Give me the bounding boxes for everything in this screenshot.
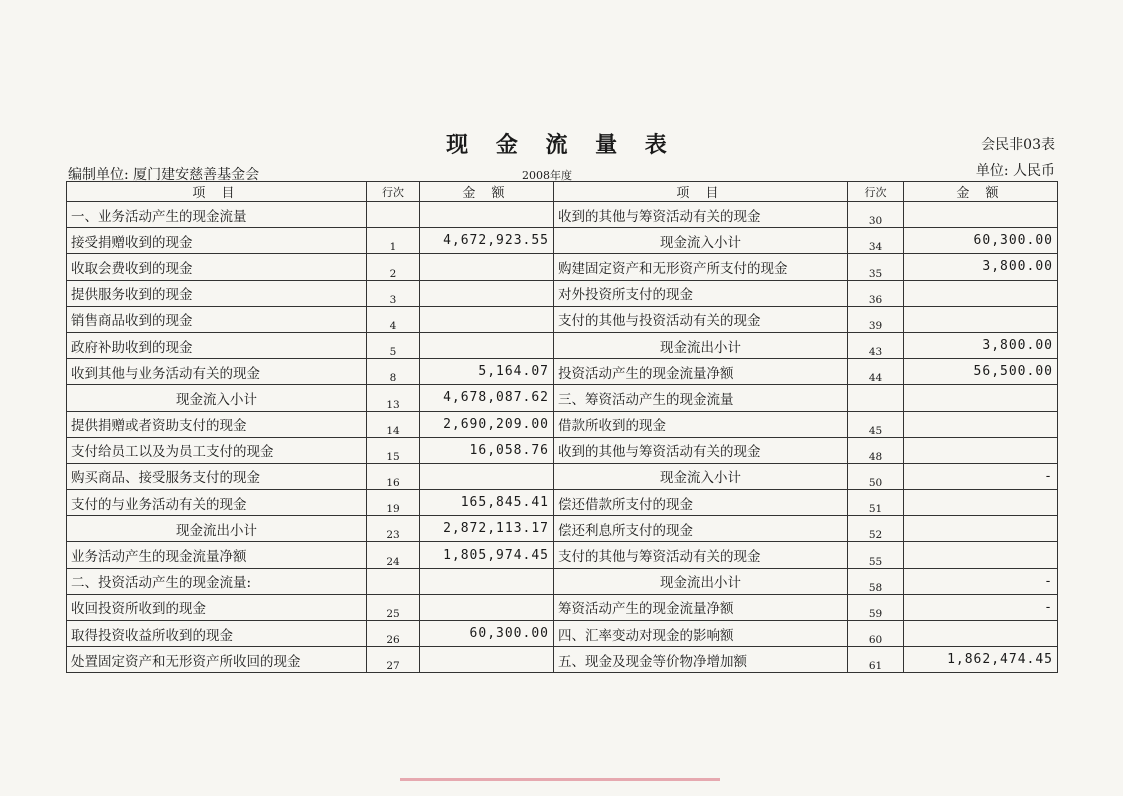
left-amount-cell: 16,058.76 <box>420 437 554 463</box>
left-rowno-cell <box>367 202 420 228</box>
table-header-row <box>67 182 1058 202</box>
reporting-organization: 编制单位: 厦门建安慈善基金会 <box>68 167 260 183</box>
left-item-cell: 支付给员工以及为员工支付的现金 <box>67 437 367 463</box>
table-row <box>67 516 1058 542</box>
right-item-cell: 收到的其他与筹资活动有关的现金 <box>554 437 848 463</box>
left-amount-cell <box>420 647 554 673</box>
left-rowno-cell: 26 <box>367 621 420 647</box>
left-amount-cell <box>420 568 554 594</box>
left-amount-cell <box>420 202 554 228</box>
left-rowno-cell: 19 <box>367 490 420 516</box>
table-row <box>67 306 1058 332</box>
table-row <box>67 359 1058 385</box>
table-body <box>67 202 1058 673</box>
right-item-cell: 支付的其他与筹资活动有关的现金 <box>554 542 848 568</box>
left-item-cell: 提供服务收到的现金 <box>67 280 367 306</box>
cash-flow-table <box>66 181 1058 673</box>
right-rowno-cell: 48 <box>848 437 904 463</box>
right-item-cell: 对外投资所支付的现金 <box>554 280 848 306</box>
right-amount-cell <box>904 621 1058 647</box>
right-item-cell: 三、筹资活动产生的现金流量 <box>554 385 848 411</box>
left-item-cell: 处置固定资产和无形资产所收回的现金 <box>67 647 367 673</box>
right-rowno-cell: 50 <box>848 463 904 489</box>
table-row <box>67 621 1058 647</box>
left-amount-cell: 2,872,113.17 <box>420 516 554 542</box>
right-item-cell: 现金流出小计 <box>554 568 848 594</box>
left-item-cell: 销售商品收到的现金 <box>67 306 367 332</box>
red-stamp-mark <box>400 778 720 796</box>
table-row <box>67 594 1058 620</box>
right-amount-cell <box>904 490 1058 516</box>
table-row <box>67 280 1058 306</box>
left-amount-cell: 2,690,209.00 <box>420 411 554 437</box>
table-row <box>67 411 1058 437</box>
right-rowno-cell: 34 <box>848 228 904 254</box>
fiscal-year: 2008年度 <box>522 169 572 182</box>
left-item-cell: 业务活动产生的现金流量净额 <box>67 542 367 568</box>
right-rowno-cell: 35 <box>848 254 904 280</box>
right-rowno-cell: 61 <box>848 647 904 673</box>
table-row <box>67 490 1058 516</box>
left-rowno-cell: 8 <box>367 359 420 385</box>
page-title: 现 金 流 量 表 <box>446 132 677 158</box>
left-amount-cell: 165,845.41 <box>420 490 554 516</box>
left-amount-cell <box>420 280 554 306</box>
left-rowno-cell: 27 <box>367 647 420 673</box>
right-amount-cell <box>904 542 1058 568</box>
right-rowno-cell <box>848 385 904 411</box>
right-amount-cell <box>904 202 1058 228</box>
form-code: 会民非03表 <box>981 137 1055 153</box>
right-amount-cell <box>904 437 1058 463</box>
left-item-cell: 提供捐赠或者资助支付的现金 <box>67 411 367 437</box>
header-item-left: 项 目 <box>67 182 367 202</box>
left-amount-cell: 4,678,087.62 <box>420 385 554 411</box>
right-rowno-cell: 39 <box>848 306 904 332</box>
left-item-cell: 二、投资活动产生的现金流量: <box>67 568 367 594</box>
right-item-cell: 四、汇率变动对现金的影响额 <box>554 621 848 647</box>
left-amount-cell: 1,805,974.45 <box>420 542 554 568</box>
right-rowno-cell: 59 <box>848 594 904 620</box>
table-row <box>67 568 1058 594</box>
right-item-cell: 现金流入小计 <box>554 228 848 254</box>
table-row <box>67 647 1058 673</box>
right-rowno-cell: 60 <box>848 621 904 647</box>
right-amount-cell: - <box>904 463 1058 489</box>
right-amount-cell <box>904 306 1058 332</box>
left-item-cell: 一、业务活动产生的现金流量 <box>67 202 367 228</box>
right-item-cell: 支付的其他与投资活动有关的现金 <box>554 306 848 332</box>
right-amount-cell: 3,800.00 <box>904 332 1058 358</box>
left-rowno-cell: 25 <box>367 594 420 620</box>
table-row <box>67 332 1058 358</box>
left-rowno-cell: 16 <box>367 463 420 489</box>
right-amount-cell: - <box>904 568 1058 594</box>
right-amount-cell <box>904 280 1058 306</box>
right-item-cell: 投资活动产生的现金流量净额 <box>554 359 848 385</box>
left-item-cell: 收到其他与业务活动有关的现金 <box>67 359 367 385</box>
left-rowno-cell: 14 <box>367 411 420 437</box>
right-rowno-cell: 55 <box>848 542 904 568</box>
table-row <box>67 385 1058 411</box>
left-item-cell: 接受捐赠收到的现金 <box>67 228 367 254</box>
right-rowno-cell: 43 <box>848 332 904 358</box>
right-amount-cell <box>904 516 1058 542</box>
table-row <box>67 542 1058 568</box>
table-row <box>67 463 1058 489</box>
left-amount-cell <box>420 463 554 489</box>
right-rowno-cell: 44 <box>848 359 904 385</box>
table-row <box>67 228 1058 254</box>
left-amount-cell: 60,300.00 <box>420 621 554 647</box>
header-item-right: 项 目 <box>554 182 848 202</box>
header-amount-left: 金 额 <box>420 182 554 202</box>
header-rowno-right: 行次 <box>848 182 904 202</box>
header-rowno-left: 行次 <box>367 182 420 202</box>
left-rowno-cell: 5 <box>367 332 420 358</box>
left-rowno-cell: 4 <box>367 306 420 332</box>
right-item-cell: 现金流入小计 <box>554 463 848 489</box>
left-rowno-cell: 23 <box>367 516 420 542</box>
right-item-cell: 五、现金及现金等价物净增加额 <box>554 647 848 673</box>
left-item-cell: 政府补助收到的现金 <box>67 332 367 358</box>
left-rowno-cell: 1 <box>367 228 420 254</box>
left-rowno-cell <box>367 568 420 594</box>
right-amount-cell <box>904 385 1058 411</box>
left-amount-cell: 5,164.07 <box>420 359 554 385</box>
right-amount-cell: 56,500.00 <box>904 359 1058 385</box>
right-item-cell: 筹资活动产生的现金流量净额 <box>554 594 848 620</box>
left-amount-cell: 4,672,923.55 <box>420 228 554 254</box>
table-row <box>67 254 1058 280</box>
currency-unit: 单位: 人民币 <box>975 163 1055 179</box>
right-rowno-cell: 58 <box>848 568 904 594</box>
header-amount-right: 金 额 <box>904 182 1058 202</box>
left-rowno-cell: 24 <box>367 542 420 568</box>
left-amount-cell <box>420 594 554 620</box>
right-item-cell: 偿还借款所支付的现金 <box>554 490 848 516</box>
left-item-cell: 收取会费收到的现金 <box>67 254 367 280</box>
right-rowno-cell: 30 <box>848 202 904 228</box>
right-amount-cell: 1,862,474.45 <box>904 647 1058 673</box>
table-row <box>67 437 1058 463</box>
right-item-cell: 购建固定资产和无形资产所支付的现金 <box>554 254 848 280</box>
left-amount-cell <box>420 254 554 280</box>
table-row <box>67 202 1058 228</box>
left-item-cell: 收回投资所收到的现金 <box>67 594 367 620</box>
left-item-cell: 现金流入小计 <box>67 385 367 411</box>
left-item-cell: 取得投资收益所收到的现金 <box>67 621 367 647</box>
right-item-cell: 现金流出小计 <box>554 332 848 358</box>
right-item-cell: 偿还利息所支付的现金 <box>554 516 848 542</box>
right-rowno-cell: 51 <box>848 490 904 516</box>
left-amount-cell <box>420 332 554 358</box>
right-rowno-cell: 45 <box>848 411 904 437</box>
left-item-cell: 购买商品、接受服务支付的现金 <box>67 463 367 489</box>
left-rowno-cell: 3 <box>367 280 420 306</box>
left-item-cell: 支付的与业务活动有关的现金 <box>67 490 367 516</box>
left-rowno-cell: 2 <box>367 254 420 280</box>
right-amount-cell: 60,300.00 <box>904 228 1058 254</box>
left-rowno-cell: 13 <box>367 385 420 411</box>
right-amount-cell <box>904 411 1058 437</box>
right-item-cell: 收到的其他与筹资活动有关的现金 <box>554 202 848 228</box>
left-item-cell: 现金流出小计 <box>67 516 367 542</box>
right-rowno-cell: 36 <box>848 280 904 306</box>
right-rowno-cell: 52 <box>848 516 904 542</box>
left-amount-cell <box>420 306 554 332</box>
right-amount-cell: 3,800.00 <box>904 254 1058 280</box>
right-amount-cell: - <box>904 594 1058 620</box>
left-rowno-cell: 15 <box>367 437 420 463</box>
right-item-cell: 借款所收到的现金 <box>554 411 848 437</box>
